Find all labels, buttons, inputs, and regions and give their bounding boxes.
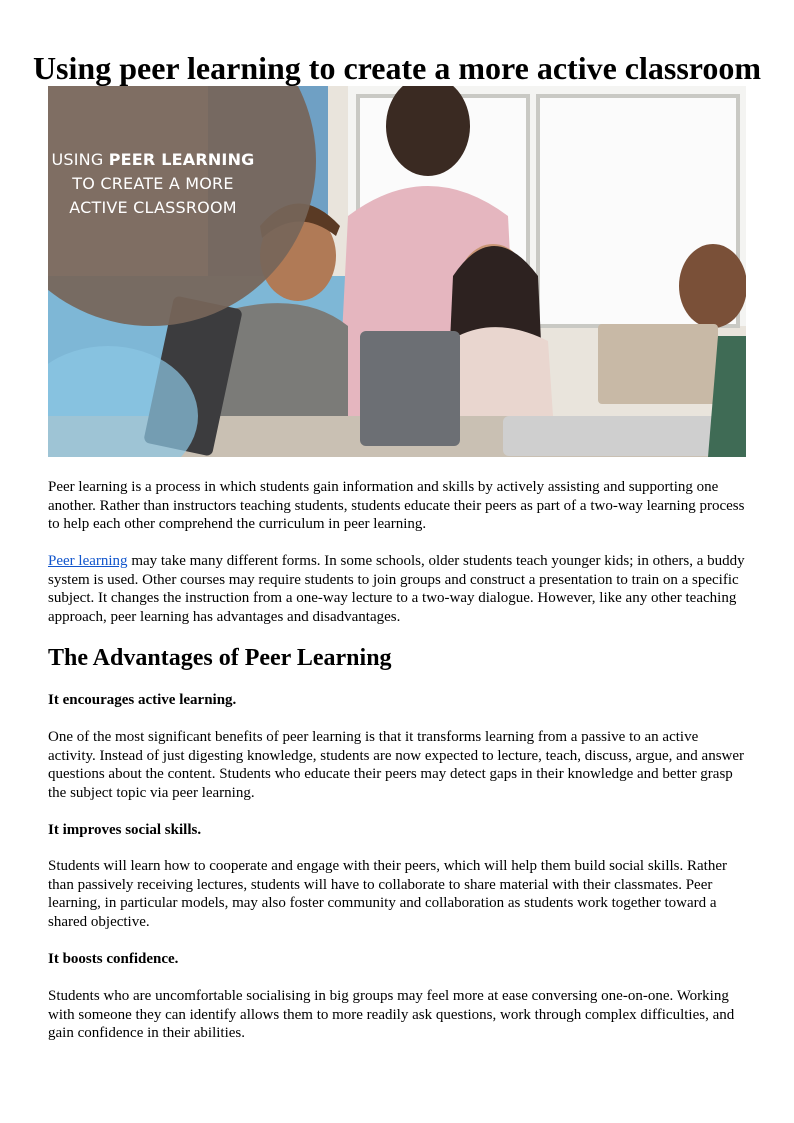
advantages-heading: The Advantages of Peer Learning: [48, 645, 392, 671]
intro-paragraph-2-text: may take many different forms. In some schools, older students teach younger kids; in others, a buddy system is used. Other courses may require students to join groups and construct a presentation to train on a specific subject. It changes the instruction from a one-way lecture to a two-way dialogue. However, like any other teaching approach, peer learning has advantages and disadvantages.: [48, 553, 745, 625]
peer-learning-link[interactable]: Peer learning: [48, 553, 128, 569]
hero-caption-prefix: USING: [51, 150, 109, 169]
hero-image: [48, 86, 746, 457]
intro-paragraph-1: Peer learning is a process in which students gain information and skills by actively assisting and supporting one another. Rather than instructors teaching students, students educate their peers as part of a two-way learning process to help each other comprehend the curriculum in peer learning.: [48, 479, 745, 532]
advantage-3-heading: It boosts confidence.: [48, 951, 179, 967]
advantage-1-heading: It encourages active learning.: [48, 692, 237, 708]
intro-paragraph-2: [48, 552, 746, 626]
advantage-2-heading: It improves social skills.: [48, 822, 202, 838]
hero-caption: [48, 148, 258, 220]
advantage-1-text: One of the most significant benefits of peer learning is that it transforms learning from a passive to an active activity. Instead of just digesting knowledge, students are now expected to lecture, teach, discuss, argue, and answer questions about the content. Students who educate their peers may detect gaps in their knowledge and better grasp the subject topic via peer learning.: [48, 729, 745, 801]
hero-caption-line3: ACTIVE CLASSROOM: [69, 198, 237, 217]
hero-caption-bold: PEER LEARNING: [108, 150, 255, 169]
page-title: Using peer learning to create a more active classroom: [32, 50, 762, 86]
advantage-3-text: Students who are uncomfortable socialising in big groups may feel more at ease conversing one-on-one. Working with someone they can identify allows them to more readily ask questions, work through complex difficulties, and gain confidence in their abilities.: [48, 988, 735, 1041]
hero-caption-line2: TO CREATE A MORE: [72, 174, 234, 193]
advantage-2-text: Students will learn how to cooperate and engage with their peers, which will help them build social skills. Rather than passively receiving lectures, students will have to collaborate to share material with their classmates. Peer learning, in particular models, may also foster community and collaboration as students work together toward a shared objective.: [48, 858, 728, 930]
